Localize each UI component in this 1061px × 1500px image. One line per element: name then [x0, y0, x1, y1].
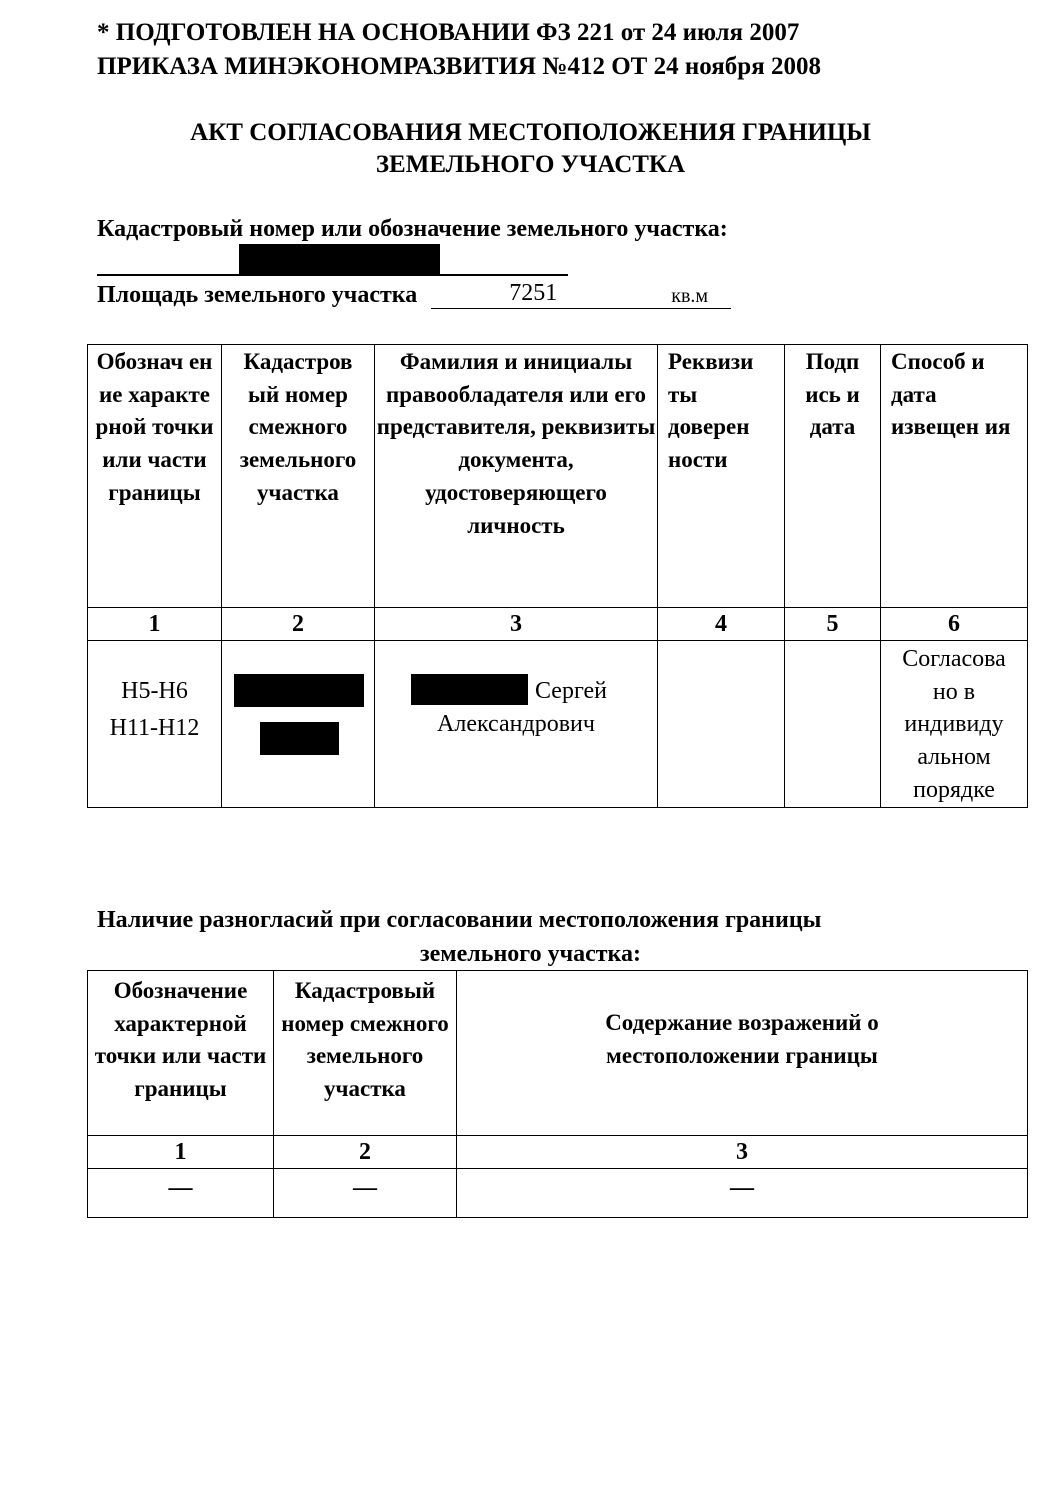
redacted-cadastral-2: [260, 722, 339, 755]
t2-header-point-text: Обозначение характерной точки или части границы: [94, 978, 267, 1102]
document-title: [0, 117, 1061, 181]
t2-header-cadastral: [274, 971, 457, 1136]
col-number-5: 5: [785, 608, 881, 641]
area-unit: кв.м: [671, 285, 709, 307]
col-number-4: 4: [658, 608, 785, 641]
t2-header-objections: [457, 971, 1028, 1136]
col-header-power-of-attorney: [658, 345, 785, 608]
table-row: [88, 641, 1028, 808]
table-number-row: [88, 608, 1028, 641]
redacted-cadastral-number: [239, 244, 440, 276]
redacted-surname: [411, 674, 528, 705]
area-underline: [431, 282, 731, 309]
notice-text: Согласова но в индивиду альном порядке: [902, 646, 1006, 803]
disagreements-table: [87, 970, 1028, 1218]
header-line-1: * ПОДГОТОВЛЕН НА ОСНОВАНИИ ФЗ 221 от 24 июля 2007: [97, 19, 800, 46]
disagreements-title-2: земельного участка:: [419, 941, 641, 967]
cell-notice: [881, 641, 1028, 808]
t2-number-1: 1: [88, 1136, 274, 1169]
col-header-notice-text: Способ и дата извещен ия: [891, 349, 1011, 440]
table2-header-row: [88, 971, 1028, 1136]
area-value: 7251: [509, 280, 558, 306]
table-header-row: [88, 345, 1028, 608]
col-header-notice: [881, 345, 1028, 608]
col-number-3: 3: [375, 608, 658, 641]
t2-cell-objections: —: [457, 1169, 1028, 1218]
agreement-table: [87, 344, 1028, 808]
owner-first-name: Сергей: [535, 678, 607, 704]
t2-number-3: 3: [457, 1136, 1028, 1169]
col-header-power-of-attorney-text: Реквизи ты доверен ности: [668, 349, 754, 473]
t2-cell-cadastral: ––: [274, 1169, 457, 1218]
col-header-cadastral: [222, 345, 375, 608]
col-header-owner-text: Фамилия и инициалы правообладателя или его представителя, реквизиты документа, удостоверяющего личность: [376, 349, 656, 538]
col-header-owner: [375, 345, 658, 608]
t2-header-objections-text: Содержание возражений о местоположении границы: [605, 1010, 879, 1068]
cadastral-label: Кадастровый номер или обозначение земельного участка:: [97, 216, 728, 242]
cell-owner: [375, 641, 658, 808]
t2-header-point: [88, 971, 274, 1136]
area-line: [97, 282, 731, 309]
cell-cadastral-redacted: [222, 641, 375, 808]
col-number-2: 2: [222, 608, 375, 641]
table-row: [88, 1169, 1028, 1218]
redacted-cadastral-1: [234, 674, 364, 707]
disagreements-title-1: Наличие разногласий при согласовании местоположения границы: [97, 907, 822, 933]
owner-patronymic: Александрович: [437, 710, 595, 737]
col-number-1: 1: [88, 608, 222, 641]
point-h5-h6: Н5-Н6: [121, 678, 188, 704]
header-line-2: ПРИКАЗА МИНЭКОНОМРАЗВИТИЯ №412 ОТ 24 ноября 2008: [97, 53, 821, 80]
area-label: Площадь земельного участка: [97, 282, 418, 308]
table2-number-row: [88, 1136, 1028, 1169]
col-header-signature: [785, 345, 881, 608]
t2-number-2: 2: [274, 1136, 457, 1169]
point-h11-h12: Н11-Н12: [109, 714, 200, 741]
col-header-point-text: Обознач ение характе рной точки или части границы: [95, 349, 214, 505]
cell-points: [88, 641, 222, 808]
col-header-signature-text: Подп ись и дата: [805, 349, 860, 440]
col-header-cadastral-text: Кадастров ый номер смежного земельного участка: [239, 349, 357, 505]
col-header-point: [88, 345, 222, 608]
title-line-1: АКТ СОГЛАСОВАНИЯ МЕСТОПОЛОЖЕНИЯ ГРАНИЦЫ: [190, 119, 871, 146]
col-number-6: 6: [881, 608, 1028, 641]
cell-power-of-attorney: [658, 641, 785, 808]
cell-signature: [785, 641, 881, 808]
t2-header-cadastral-text: Кадастровый номер смежного земельного участка: [281, 978, 449, 1102]
title-line-2: ЗЕМЕЛЬНОГО УЧАСТКА: [375, 151, 686, 178]
t2-cell-point: —: [88, 1169, 274, 1218]
